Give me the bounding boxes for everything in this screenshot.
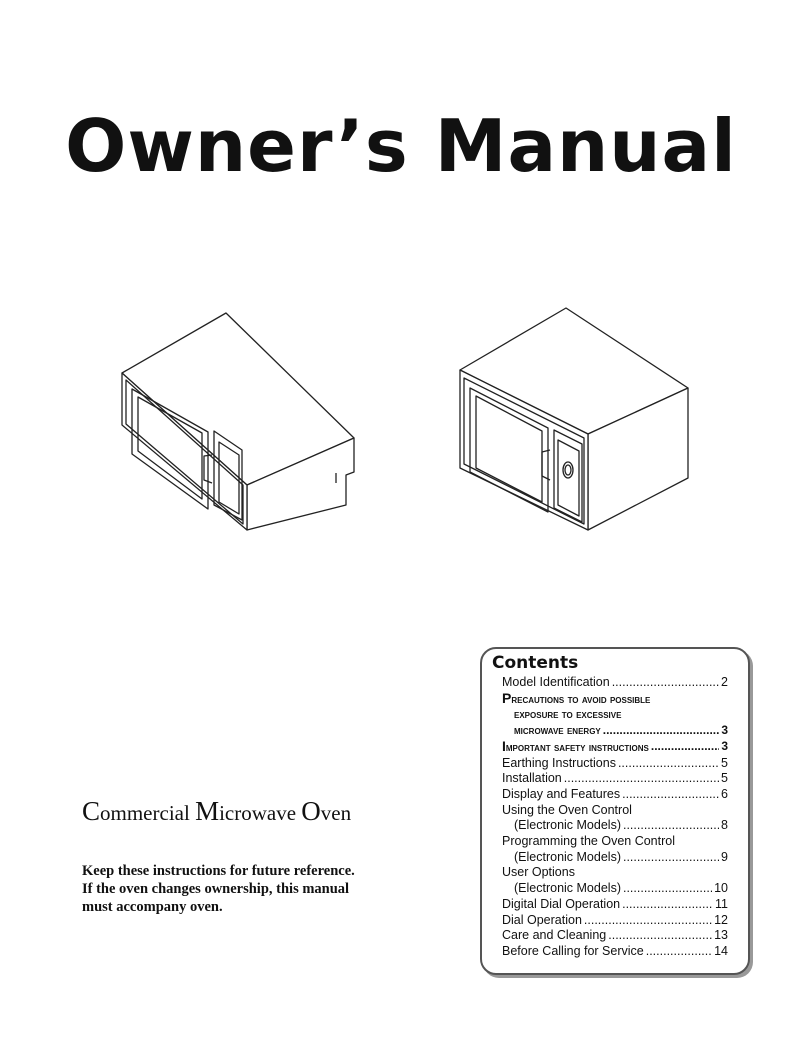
table-of-contents [480,647,750,975]
toc-entry[interactable]: Important safety instructions ..... 3 [502,739,728,756]
notice-line: must accompany oven. [82,899,223,915]
notice-line: If the oven changes ownership, this manual [82,881,350,897]
contents-heading: Contents [492,653,579,673]
toc-entry[interactable]: Care and Cleaning ..... 13 [502,928,728,944]
toc-entry[interactable]: User Options [502,865,575,880]
toc-entry[interactable]: Dial Operation ..... 12 [502,913,728,929]
toc-entry[interactable]: Installation ..... 5 [502,771,728,787]
toc-entry[interactable]: microwave energy ..... 3 [502,723,728,739]
notice-line: Keep these instructions for future reference. [82,863,355,879]
toc-entry[interactable]: Programming the Oven Control [502,834,675,849]
microwave-oven-electronic-keypad-icon [108,305,358,540]
page-title: Owner’s Manual [65,104,737,188]
toc-entry[interactable]: (Electronic Models) ..... 9 [502,850,728,866]
toc-entry[interactable]: (Electronic Models) ..... 8 [502,818,728,834]
product-title: Commercial Microwave Oven [82,796,352,826]
toc-entry[interactable]: (Electronic Models) ..... 10 [502,881,728,897]
retain-instructions-notice [82,862,412,916]
toc-entry[interactable]: Precautions to avoid possible [502,689,651,706]
toc-entry[interactable]: Model Identification ..... 2 [502,675,728,691]
toc-list [502,675,728,960]
toc-entry[interactable]: exposure to excessive [514,707,622,722]
toc-entry[interactable]: Earthing Instructions ..... 5 [502,756,728,772]
microwave-oven-dial-control-icon [448,300,698,540]
toc-entry[interactable]: Display and Features ..... 6 [502,787,728,803]
toc-entry[interactable]: Digital Dial Operation ..... 11 [502,897,728,913]
toc-entry[interactable]: Before Calling for Service ..... 14 [502,944,728,960]
toc-entry[interactable]: Using the Oven Control [502,802,632,817]
